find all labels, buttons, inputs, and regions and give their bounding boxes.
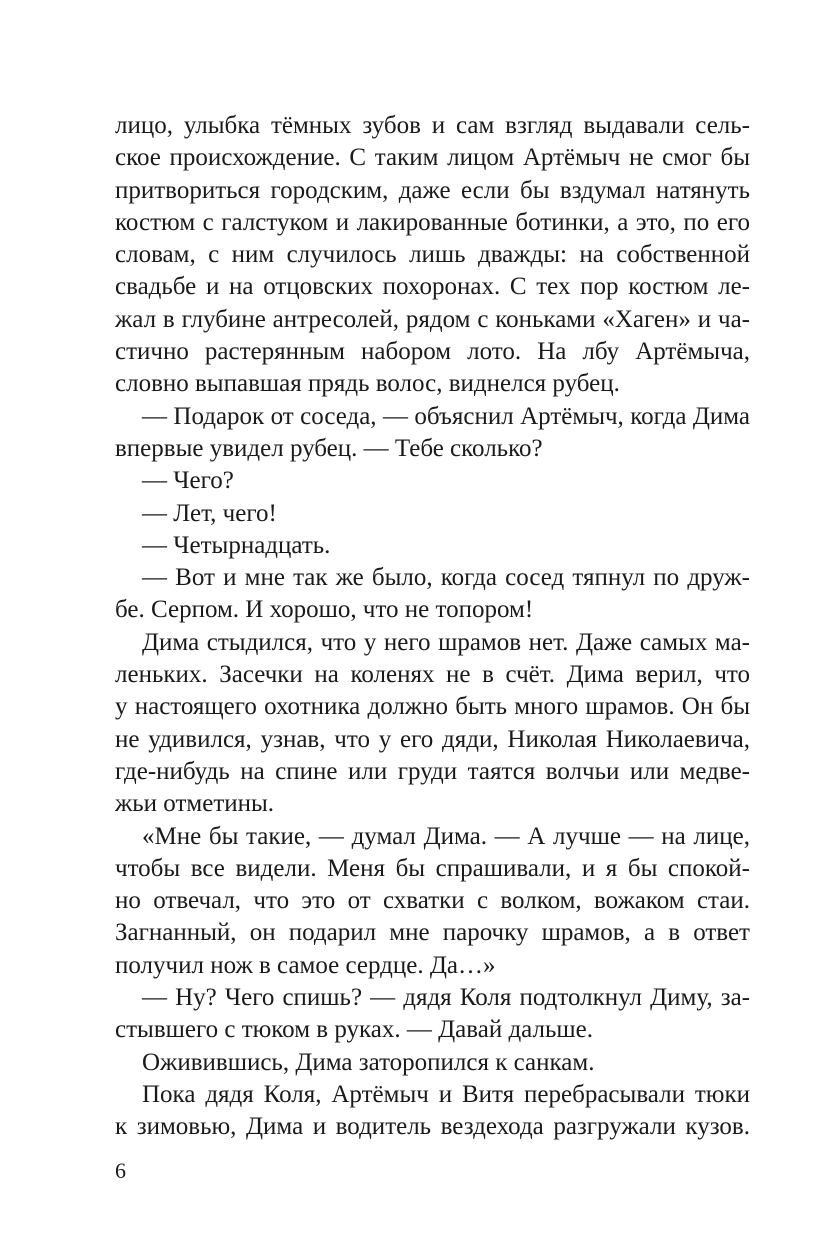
paragraph (115, 1079, 750, 1144)
text-line: чтобы все видели. Меня бы спрашивали, и я бы спокой- (115, 854, 750, 882)
text-line: — Чего? (142, 467, 234, 495)
paragraph (115, 498, 750, 530)
text-line: — Лет, чего! (142, 499, 277, 527)
text-line: ское происхождение. С таким лицом Артёмыч не смог бы (115, 144, 750, 172)
text-line: бе. Серпом. И хорошо, что не топором! (115, 596, 534, 624)
text-line: притвориться городским, даже если бы вздумал натянуть (115, 176, 750, 204)
text-line: Дима стыдился, что у него шрамов нет. Даже самых ма- (142, 628, 750, 656)
paragraph (115, 401, 750, 466)
text-line: жал в глубине антресолей, рядом с коньками «Хаген» и ча- (115, 305, 750, 333)
text-line: впервые увидел рубец. — Тебе сколько? (115, 434, 543, 462)
text-line: — Подарок от соседа, — объяснил Артёмыч, когда Дима (142, 402, 750, 430)
text-line: не удивился, узнав, что у его дяди, Николая Николаевича, (115, 725, 750, 753)
paragraph (115, 821, 750, 982)
paragraph (115, 110, 750, 401)
paragraph (115, 465, 750, 497)
text-line: «Мне бы такие, — думал Дима. — А лучше — на лице, (142, 822, 750, 850)
text-line: у настоящего охотника должно быть много шрамов. Он бы (115, 693, 750, 721)
page-number: 6 (115, 1158, 126, 1183)
text-line: лицо, улыбка тёмных зубов и сам взгляд выдавали сель- (115, 112, 750, 139)
text-line: — Ну? Чего спишь? — дядя Коля подтолкнул Диму, за- (142, 984, 750, 1012)
text-line: но отвечал, что это от схватки с волком, вожаком стаи. (115, 887, 750, 915)
text-line: где-нибудь на спине или груди таятся волчьи или медве- (115, 757, 750, 785)
text-line: к зимовью, Дима и водитель вездехода разгружали кузов. (115, 1113, 750, 1141)
text-line: словам, с ним случилось лишь дважды: на собственной (115, 241, 750, 269)
text-line: леньких. Засечки на коленях не в счёт. Дима верил, что (115, 661, 750, 689)
text-line: Загнанный, он подарил мне парочку шрамов, а в ответ (115, 919, 750, 947)
text-line: стывшего с тюком в руках. — Давай дальше. (115, 1016, 593, 1044)
text-line: костюм с галстуком и лакированные ботинки, а это, по его (115, 208, 750, 236)
paragraph (115, 982, 750, 1047)
text-line: — Вот и мне так же было, когда сосед тяпнул по друж- (142, 564, 750, 592)
text-line: Пока дядя Коля, Артёмыч и Витя перебрасывали тюки (142, 1080, 750, 1108)
paragraph (115, 1047, 750, 1079)
text-line: словно выпавшая прядь волос, виднелся рубец. (115, 370, 620, 398)
paragraph (115, 530, 750, 562)
text-line: получил нож в самое сердце. Да…» (115, 951, 496, 979)
text-line: стично растерянным набором лото. На лбу Артёмыча, (115, 338, 750, 366)
text-line: Оживившись, Дима заторопился к санкам. (142, 1048, 595, 1076)
paragraph (115, 562, 750, 627)
paragraph (115, 627, 750, 821)
text-line: жьи отметины. (115, 790, 275, 818)
text-line: свадьбе и на отцовских похоронах. С тех пор костюм ле- (115, 273, 750, 301)
body-text (115, 110, 750, 1144)
text-line: — Четырнадцать. (142, 531, 331, 559)
